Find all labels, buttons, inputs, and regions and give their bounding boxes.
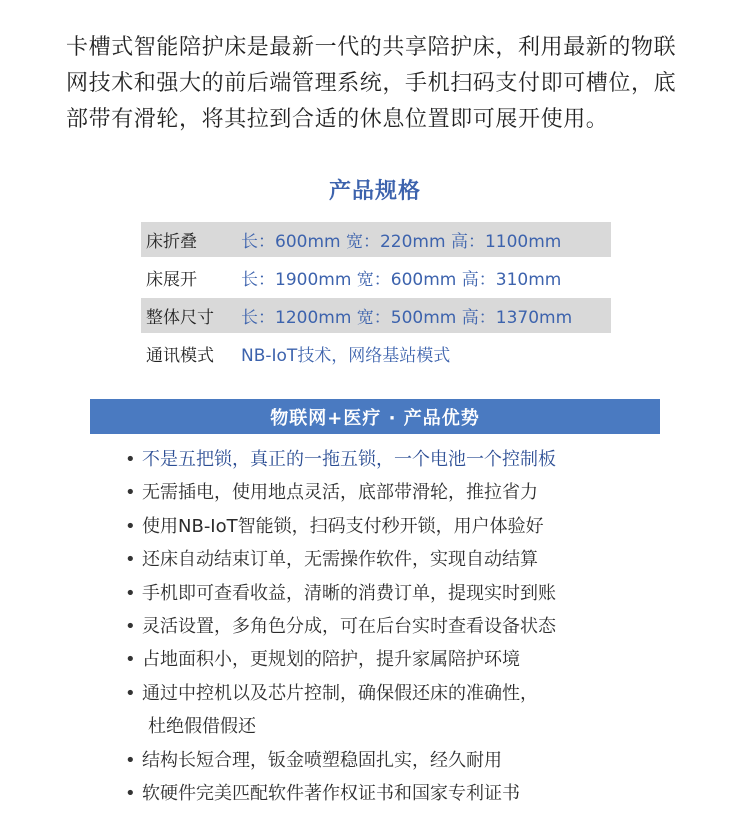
list-item: [122, 677, 682, 744]
bullet-icon: •: [125, 616, 136, 638]
intro-paragraph: 卡槽式智能陪护床是最新一代的共享陪护床，利用最新的物联网技术和强大的前后端管理系统，手机扫码支付即可槽位，底部带有滑轮，将其拉到合适的休息位置即可展开使用。: [66, 35, 677, 132]
bullet-icon: •: [125, 749, 136, 771]
list-item: [122, 610, 682, 643]
list-item: [122, 443, 682, 476]
list-item: [122, 643, 682, 676]
bullet-icon: •: [125, 482, 136, 504]
list-item: [122, 543, 682, 576]
list-item-text: 通过中控机以及芯片控制，确保假还床的准确性，: [142, 682, 538, 704]
advantages-list: [122, 443, 682, 810]
spec-row-communication: [141, 336, 611, 371]
bullet-icon: •: [125, 649, 136, 671]
list-item-text: 不是五把锁，真正的一拖五锁，一个电池一个控制板: [142, 449, 556, 470]
list-item-text: 使用NB-IoT智能锁，扫码支付秒开锁，用户体验好: [142, 515, 544, 537]
bullet-icon: •: [125, 682, 136, 704]
list-item: [122, 476, 682, 509]
list-item-text: 还床自动结束订单，无需操作软件，实现自动结算: [142, 549, 538, 571]
list-item-text: 软硬件完美匹配软件著作权证书和国家专利证书: [142, 783, 520, 805]
spec-value: 长：1200mm 宽：500mm 高：1370mm: [241, 308, 573, 328]
list-item-text: 手机即可查看收益，清晰的消费订单，提现实时到账: [142, 582, 556, 604]
bullet-icon: •: [125, 783, 136, 805]
spec-label: 床展开: [146, 270, 197, 290]
advantages-banner: 物联网+医疗 · 产品优势: [90, 399, 660, 434]
bullet-icon: •: [125, 449, 136, 470]
list-item-continuation: 杜绝假借假还: [148, 716, 256, 738]
list-item: [122, 777, 682, 810]
spec-title: 产品规格: [328, 179, 421, 204]
spec-label: 整体尺寸: [146, 308, 214, 328]
bullet-icon: •: [125, 515, 136, 537]
list-item: [122, 744, 682, 777]
spec-value: 长：1900mm 宽：600mm 高：310mm: [241, 270, 562, 290]
list-item-text: 占地面积小，更规划的陪护，提升家属陪护环境: [142, 649, 520, 671]
bullet-icon: •: [125, 549, 136, 571]
spec-row-overall: [141, 298, 611, 333]
list-item-text: 结构长短合理，钣金喷塑稳固扎实，经久耐用: [142, 749, 502, 771]
spec-row-unfolded: [141, 260, 611, 295]
bullet-icon: •: [125, 582, 136, 604]
spec-label: 床折叠: [146, 232, 197, 252]
spec-row-folded: [141, 222, 611, 257]
spec-table: [141, 222, 611, 374]
list-item-text: 无需插电，使用地点灵活，底部带滑轮，推拉省力: [142, 482, 538, 504]
spec-label: 通讯模式: [146, 346, 214, 366]
spec-value: 长：600mm 宽：220mm 高：1100mm: [241, 232, 562, 252]
list-item: [122, 510, 682, 543]
spec-value: NB-IoT技术，网络基站模式: [241, 346, 451, 366]
list-item: [122, 577, 682, 610]
list-item-text: 灵活设置，多角色分成，可在后台实时查看设备状态: [142, 616, 556, 638]
